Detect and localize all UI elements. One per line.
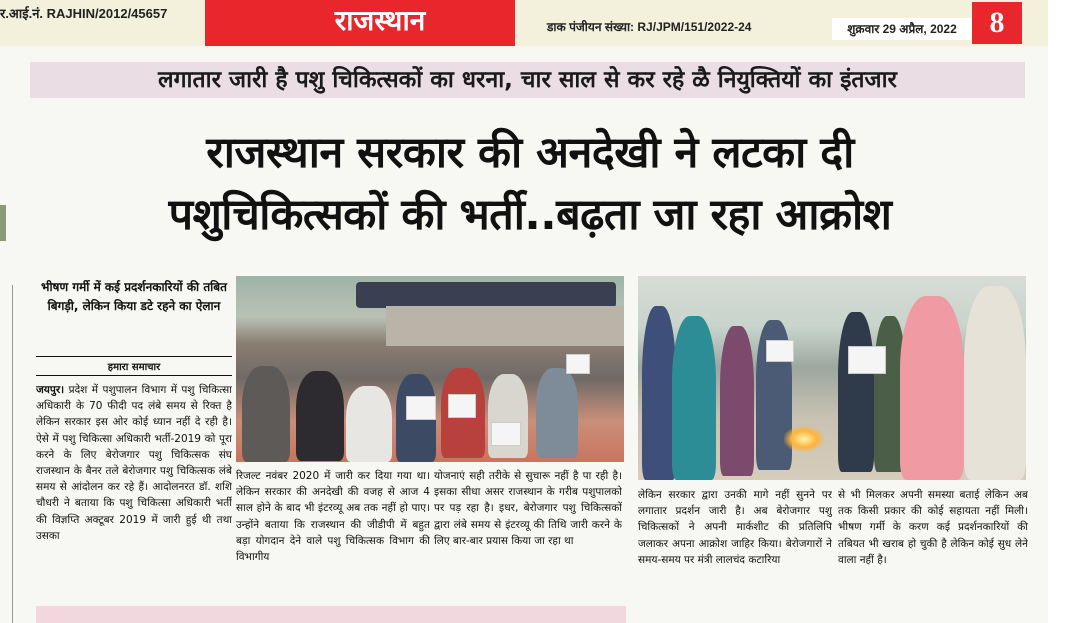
article-column-4: लेकिन सरकार द्वारा उनकी मागे नहीं सुनने पर लगातार प्रदर्शन जारी है। अब बेरोजगार पशु चिकित्सकों ने अपनी मार्कशीट की प्रतिलिपि जलाकर अपना आक्रोश जाहिर किया। बेरोजगारों ने समय-समय पर मंत्री लालचंद कटारिया — [638, 489, 832, 566]
protester — [642, 306, 676, 480]
article-column-5: से भी मिलकर अपनी समस्या बताई लेकिन अब तक किसी प्रकार की कोई सहायता नहीं मिली। भीषण गर्मी के करण कई प्रदर्शनकारियों की तबियत भी खराब हो चुकी है लेकिन कोई सुध लेने वाला नहीं है। — [838, 489, 1028, 566]
article-headline — [20, 122, 1040, 246]
issue-date: शुक्रवार 29 अप्रैल, 2022 — [832, 18, 972, 40]
article-byline: हमारा समाचार — [36, 356, 232, 376]
article-column-2: रिजल्ट नवंबर 2020 में जारी कर दिया गया था। लेकिन सरकार की अनदेखी की वजह से आज 4 साल होने के बाद भी इंटरव्यू अब तक नहीं हो पाए। उन्होंने बताया कि राजस्थान की जीडीपी में बहुत बड़ा योगदान देने वाले पशु चिकित्सक विभाग की विभागीय — [236, 470, 430, 564]
tent-canopy — [356, 282, 616, 308]
protest-placard — [766, 340, 794, 362]
next-article-banner — [36, 606, 626, 623]
protester — [964, 286, 1026, 480]
marksheet-burning-photo — [638, 276, 1026, 480]
brand-label: राजस्थान — [334, 6, 426, 37]
headline-line-1: राजस्थान सरकार की अनदेखी ने लटका दी — [206, 128, 854, 178]
postal-registration: डाक पंजीयन संख्या: RJ/JPM/151/2022-24 — [547, 20, 752, 34]
image-border — [1048, 0, 1080, 623]
protester — [720, 326, 754, 476]
protest-placard — [406, 396, 436, 420]
article-column-3: योजनाएं सही तरीके से सुचारू नहीं है पा रही है। इसका सीधा असर राजस्थान के गरीब पशुपालको पर पड़ रहा है। इधर, बेरोजगार पशु चिकित्सकों द्वारा लंबे समय से इंटरव्यू की तिथि जारी करने के लिए बार-बार प्रयास किया जा रहा था — [434, 470, 622, 547]
page-number: 8 — [972, 2, 1022, 44]
protester — [536, 368, 578, 458]
protester — [346, 386, 392, 462]
protest-placard — [848, 346, 886, 374]
article-column-1 — [36, 382, 232, 597]
edge-tab — [0, 205, 6, 241]
headline-line-2: पशुचिकित्सकों की भर्ती..बढ़ता जा रहा आक्रोश — [168, 190, 892, 240]
protester — [838, 312, 874, 472]
page-header — [0, 0, 1048, 46]
protest-placard — [448, 394, 476, 418]
column-1-text: प्रदेश में पशुपालन विभाग में पशु चिकित्सा अधिकारी के 70 फीदी पद लंबे समय से रिक्त है लेकिन सरकार इस ओर कोई ध्यान नहीं दे रही है। ऐसे में पशु चिकित्सा अधिकारी भर्ती-2019 को पूरा करने के लिए बेरोजगार पशु चिकित्सक संघ राजस्थान के बैनर तले बेरोजगार पशु चिकित्सक लंबे समय से आंदोलन कर रहे हैं। आदोलनरत डॉ. शशि चौधरी ने बताया कि पशु चिकित्सा अधिकारी भर्ती की विज्ञप्ति अक्टूबर 2019 में जारी हुई थी तथा उसका — [36, 384, 232, 542]
article-subhead: भीषण गर्मी में कई प्रदर्शनकारियों की तबित बिगड़ी, लेकिन किया डटे रहने का ऐलान — [41, 280, 227, 313]
burning-marksheets — [784, 426, 824, 452]
registration-number: र.आई.नं. RAJHIN/2012/45657 — [0, 6, 168, 21]
dateline: जयपुर। — [36, 384, 65, 396]
protester — [900, 296, 964, 480]
protest-sit-in-photo — [236, 276, 624, 462]
newspaper-brand — [205, 0, 515, 46]
article-kicker: लगातार जारी है पशु चिकित्सकों का धरना, चार साल से कर रहे ळै नियुक्तियों का इंतजार — [30, 62, 1025, 98]
protest-placard — [566, 354, 590, 374]
protester — [672, 316, 716, 480]
protester — [296, 371, 344, 461]
protester — [242, 366, 290, 462]
protest-placard — [491, 422, 521, 446]
stage-steps — [386, 306, 624, 346]
adjacent-column-edge — [0, 285, 13, 623]
